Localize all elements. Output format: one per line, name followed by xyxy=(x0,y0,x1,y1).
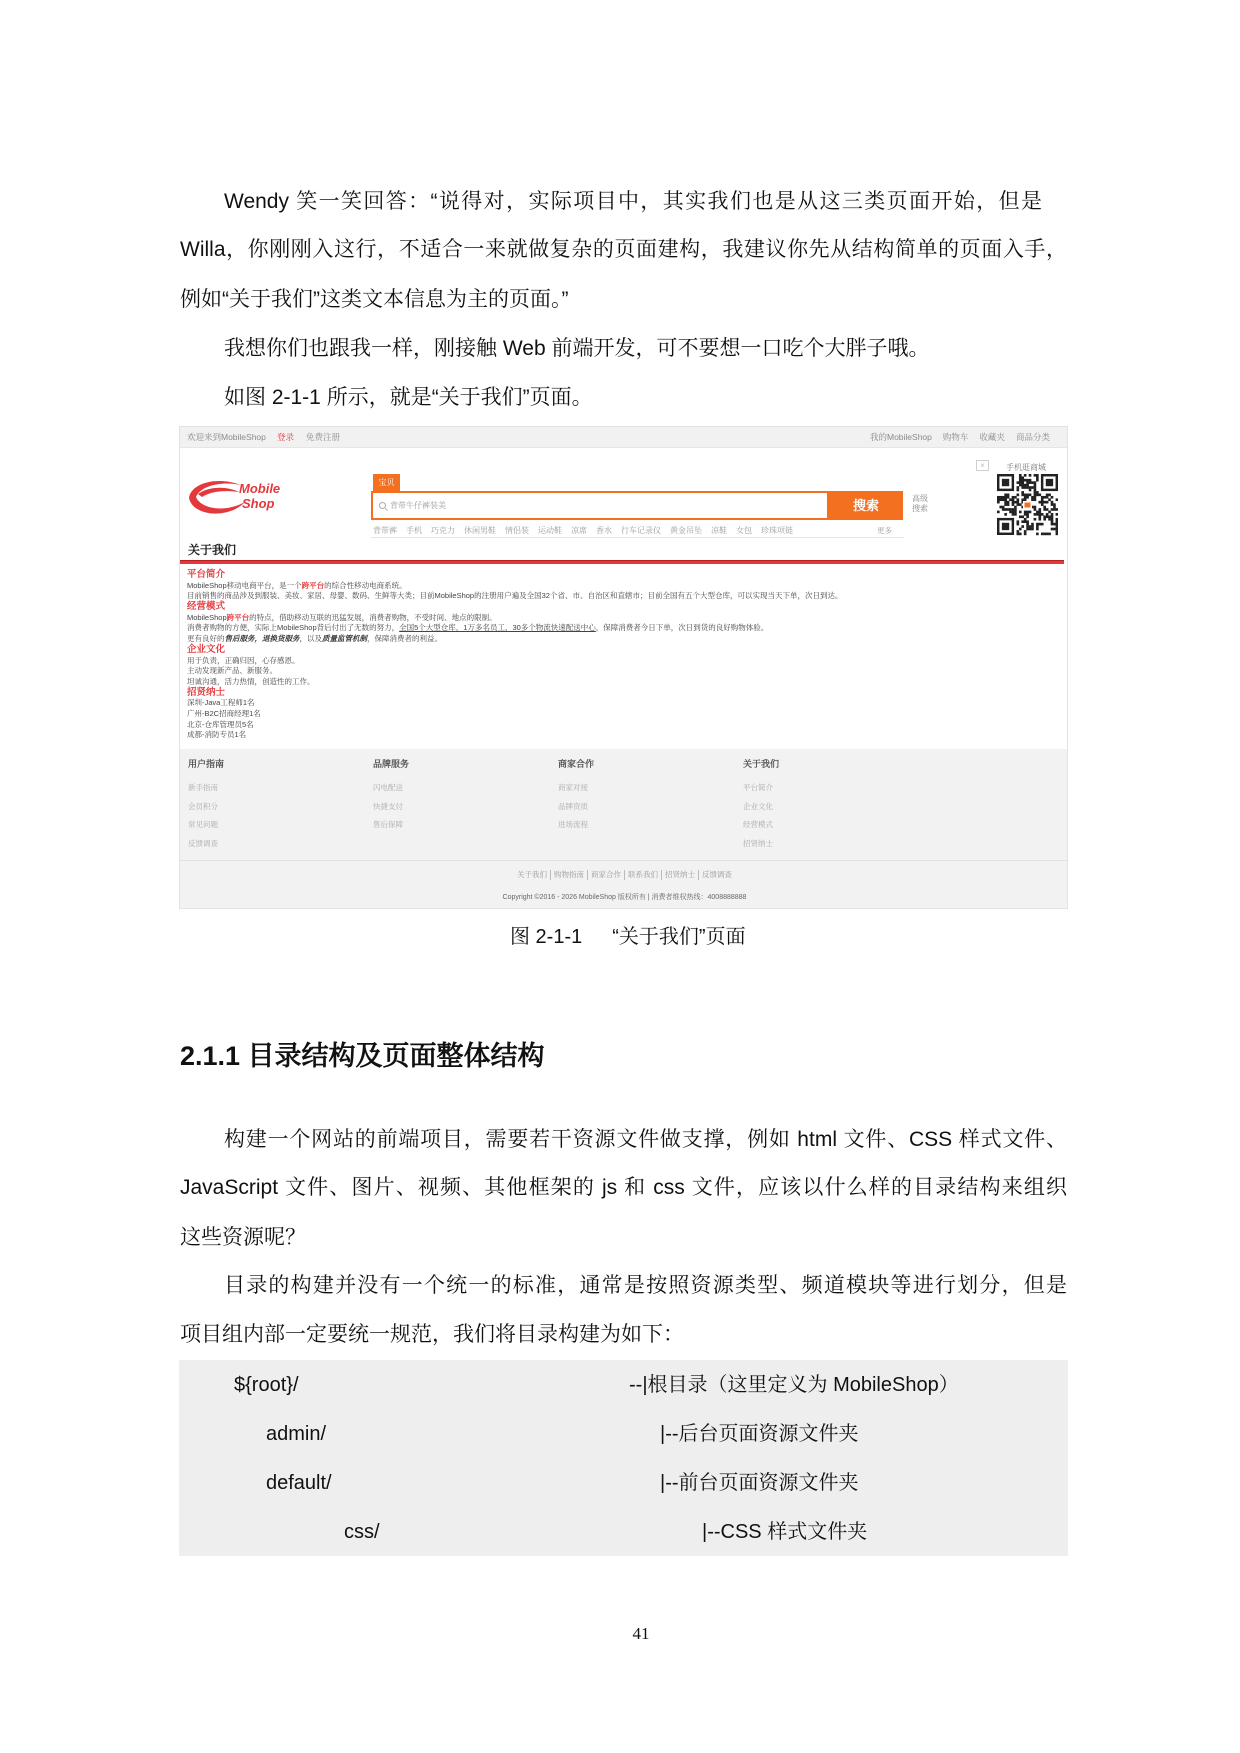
mobileshop-logo[interactable] xyxy=(187,473,291,523)
hot-word-link[interactable]: 运动鞋 xyxy=(538,526,562,535)
about-us-screenshot-figure xyxy=(179,426,1068,909)
directory-path: ${root}/ xyxy=(234,1374,299,1396)
copyright-text: Copyright ©2016 - 2026 MobileShop 版权所有 | 消费者维权热线：4008888888 xyxy=(502,894,747,901)
directory-path: admin/ xyxy=(266,1423,327,1445)
advanced-search-link[interactable] xyxy=(912,494,928,514)
paragraph-line: 如图 2-1-1 所示，就是“关于我们”页面。 xyxy=(224,386,593,409)
top-nav-link[interactable]: 商品分类 xyxy=(1015,432,1050,442)
text-segment: 的特点，借助移动互联的迅猛发展，消费者购物，不受时间、地点的限制。 xyxy=(249,612,497,622)
footer-column xyxy=(373,758,543,835)
hot-word-link[interactable]: 休闲男鞋 xyxy=(464,526,496,535)
hot-word-link[interactable]: 背带裤 xyxy=(373,526,397,535)
about-text-line xyxy=(187,623,1057,634)
hot-word-link[interactable]: 凉鞋 xyxy=(711,526,727,535)
top-nav-link[interactable]: 收藏夹 xyxy=(979,432,1005,442)
login-link[interactable]: 登录 xyxy=(277,432,295,442)
hot-word-link[interactable]: 巧克力 xyxy=(431,526,455,535)
text-segment: ，保障消费者今日下单，次日到货的良好购物体验。 xyxy=(595,623,769,633)
footer-link[interactable]: 反馈调查 xyxy=(188,839,218,849)
search-placeholder: 背带牛仔裤装美 xyxy=(390,501,446,510)
page-number: 41 xyxy=(632,1624,650,1643)
about-text-line xyxy=(187,613,1057,624)
top-nav-link[interactable]: 购物车 xyxy=(942,432,969,442)
figure-title: “关于我们”页面 xyxy=(612,926,746,948)
section-heading: 2.1.1 目录结构及页面整体结构 xyxy=(180,1041,545,1071)
footer-column-title: 关于我们 xyxy=(743,759,780,769)
about-text-line xyxy=(187,720,1057,731)
footer-link[interactable]: 平台简介 xyxy=(743,783,773,792)
highlight-text: 质量监管机制 xyxy=(322,634,367,644)
footer-column xyxy=(558,758,728,835)
directory-path: default/ xyxy=(266,1472,332,1494)
footer-bottom-link[interactable]: 关于我们 xyxy=(514,870,551,880)
search-input[interactable] xyxy=(371,491,829,520)
about-text-line xyxy=(187,581,1057,592)
top-nav-link[interactable]: 我的MobileShop xyxy=(870,432,932,442)
footer-bottom-link[interactable]: 联系我们 xyxy=(625,870,662,880)
directory-structure-box xyxy=(179,1360,1068,1556)
paragraph-line: 例如“关于我们”这类文本信息为主的页面。” xyxy=(180,288,569,311)
directory-description: |--后台页面资源文件夹 xyxy=(660,1423,859,1445)
footer-link[interactable]: 进场流程 xyxy=(558,820,588,830)
about-content xyxy=(187,570,1057,741)
hot-word-link[interactable]: 手机 xyxy=(406,526,422,535)
directory-path: css/ xyxy=(344,1521,380,1543)
text-segment: 广州-B2C招商经理1名 xyxy=(187,708,261,718)
about-page-title: 关于我们 xyxy=(188,543,237,557)
directory-description: |--CSS 样式文件夹 xyxy=(702,1521,868,1543)
footer-link[interactable]: 商家对接 xyxy=(558,783,588,792)
footer-bottom-link[interactable]: 商家合作 xyxy=(588,870,625,880)
about-section-title: 招贤纳士 xyxy=(187,686,226,698)
footer-link[interactable]: 招贤纳士 xyxy=(743,839,773,849)
hot-word-link[interactable]: 珍珠项链 xyxy=(761,526,793,535)
about-section-title: 平台简介 xyxy=(187,569,226,580)
about-section-title: 经营模式 xyxy=(187,601,226,613)
text-segment: 坦诚沟通，活力热情，创造性的工作。 xyxy=(187,676,315,686)
about-text-line xyxy=(187,709,1057,720)
hot-word-link[interactable]: 女包 xyxy=(736,526,752,535)
footer-bottom-link[interactable]: 招贤纳士 xyxy=(662,870,699,880)
paragraph-line: 这些资源呢？ xyxy=(180,1226,306,1249)
footer-link[interactable]: 经营模式 xyxy=(743,820,773,830)
text-segment: ，保障消费者的利益。 xyxy=(367,634,442,644)
text-segment: 目前销售的商品涉及到服装、美妆、家居、母婴、数码、生鲜等大类；目前MobileShop的注册用户遍及全国32个省、市、自治区和直辖市；目前全国有五个大型仓库，可以实现当天下单，次日到达。 xyxy=(187,591,843,601)
logo-text-shop: Shop xyxy=(242,496,275,511)
search-icon xyxy=(379,502,386,509)
about-text-line xyxy=(187,677,1057,688)
about-text-line xyxy=(187,656,1057,667)
footer-column-title: 用户指南 xyxy=(188,759,225,769)
text-segment: 北京-仓库管理员5名 xyxy=(187,719,254,729)
about-text-line xyxy=(187,591,1057,602)
hot-word-link[interactable]: 黄金吊坠 xyxy=(670,526,702,535)
directory-description: --|根目录（这里定义为 MobileShop） xyxy=(629,1374,959,1396)
text-segment: 成都-消防专员1名 xyxy=(187,730,247,740)
highlight-text: 跨平台 xyxy=(301,580,325,590)
paragraph-line: 构建一个网站的前端项目，需要若干资源文件做支撑，例如 html 文件、CSS 样式文件、 xyxy=(224,1128,1067,1151)
welcome-text: 欢迎来到MobileShop xyxy=(187,432,266,442)
hot-word-link[interactable]: 行车记录仪 xyxy=(621,526,661,535)
text-segment: MobileShop xyxy=(187,612,227,622)
paragraph-line: Wendy 笑一笑回答：“说得对，实际项目中，其实我们也是从这三类页面开始，但是 xyxy=(224,190,1042,213)
hot-word-link[interactable]: 情侣装 xyxy=(505,526,529,535)
hot-word-link[interactable]: 凉席 xyxy=(571,526,587,535)
footer-link[interactable]: 品牌资质 xyxy=(558,801,588,811)
footer-link[interactable]: 新手指南 xyxy=(188,783,218,792)
footer-link[interactable]: 常见问题 xyxy=(188,820,218,830)
qr-label: 手机逛商城 xyxy=(1006,463,1046,472)
footer-column xyxy=(188,758,358,854)
footer-bottom-link[interactable]: 购物指南 xyxy=(551,870,588,880)
advanced-search-line: 高级 xyxy=(912,494,928,503)
footer-column xyxy=(743,758,913,854)
close-icon[interactable]: × xyxy=(976,460,989,471)
text-segment: 更有良好的 xyxy=(187,634,225,644)
search-button[interactable]: 搜索 xyxy=(829,491,903,520)
directory-description: |--前台页面资源文件夹 xyxy=(660,1472,859,1494)
figure-caption xyxy=(510,922,746,952)
about-text-line xyxy=(187,698,1057,709)
figure-number: 图 2-1-1 xyxy=(510,926,583,948)
advanced-search-line: 搜索 xyxy=(912,504,928,513)
text-segment: 深圳-Java工程师1名 xyxy=(187,698,255,708)
paragraph-line: JavaScript 文件、图片、视频、其他框架的 js 和 css 文件，应该以什么样的目录结构来组织 xyxy=(180,1176,1067,1199)
footer-bottom-links xyxy=(180,870,1068,880)
title-underline xyxy=(180,560,1064,564)
hot-words-divider xyxy=(371,537,904,538)
footer-link[interactable]: 会员积分 xyxy=(188,801,218,811)
text-segment: 消费者购物的方便，实际上MobileShop背后付出了无数的努力， xyxy=(187,623,400,633)
about-text-line xyxy=(187,730,1057,741)
footer-bottom-link[interactable]: 反馈调查 xyxy=(702,870,732,879)
text-segment: MobileShop移动电商平台，是一个 xyxy=(187,580,302,590)
text-segment: 的综合性移动电商系统。 xyxy=(324,580,407,590)
text-segment: ，以及 xyxy=(299,634,322,644)
hot-word-link[interactable]: 香水 xyxy=(596,526,612,535)
highlight-text: 售后服务，退换货服务 xyxy=(224,634,300,644)
about-text-line xyxy=(187,666,1057,677)
site-top-bar xyxy=(180,427,1068,448)
paragraph-line: 目录的构建并没有一个统一的标准，通常是按照资源类型、频道模块等进行划分，但是 xyxy=(224,1274,1067,1297)
paragraph-line: 我想你们也跟我一样，刚接触 Web 前端开发，可不要想一口吃个大胖子哦。 xyxy=(224,337,930,360)
highlight-text: 全国5个大型仓库，1万多名员工，30多个物流快速配送中心 xyxy=(399,623,596,633)
footer-link[interactable]: 售后保障 xyxy=(373,820,403,830)
search-tab-baobei[interactable]: 宝贝 xyxy=(373,474,400,491)
qr-code-icon xyxy=(997,474,1058,536)
about-section-title: 企业文化 xyxy=(187,643,226,655)
about-text-line xyxy=(187,634,1057,645)
footer-link[interactable]: 闪电配送 xyxy=(373,783,403,792)
site-footer xyxy=(180,749,1068,909)
highlight-text: 跨平台 xyxy=(226,612,250,622)
paragraph-line: 项目组内部一定要统一规范，我们将目录构建为如下： xyxy=(180,1323,684,1346)
top-nav-links xyxy=(870,427,1050,447)
more-hot-words-link[interactable]: 更多 xyxy=(877,526,892,535)
text-segment: 用于负责，正确归因，心存感恩。 xyxy=(187,655,300,665)
logo-text-mobile: Mobile xyxy=(239,481,281,496)
footer-link[interactable]: 企业文化 xyxy=(743,801,773,811)
footer-column-title: 商家合作 xyxy=(558,759,595,769)
footer-divider xyxy=(180,860,1068,861)
footer-column-title: 品牌服务 xyxy=(373,759,410,769)
paragraph-line: Willa，你刚刚入这行，不适合一来就做复杂的页面建构，我建议你先从结构简单的页面入手， xyxy=(180,238,1067,261)
text-segment: 主动发现新产品、新服务。 xyxy=(187,666,277,676)
register-link[interactable]: 免费注册 xyxy=(306,432,341,442)
hot-search-words xyxy=(373,525,793,536)
footer-link[interactable]: 快捷支付 xyxy=(373,801,403,811)
